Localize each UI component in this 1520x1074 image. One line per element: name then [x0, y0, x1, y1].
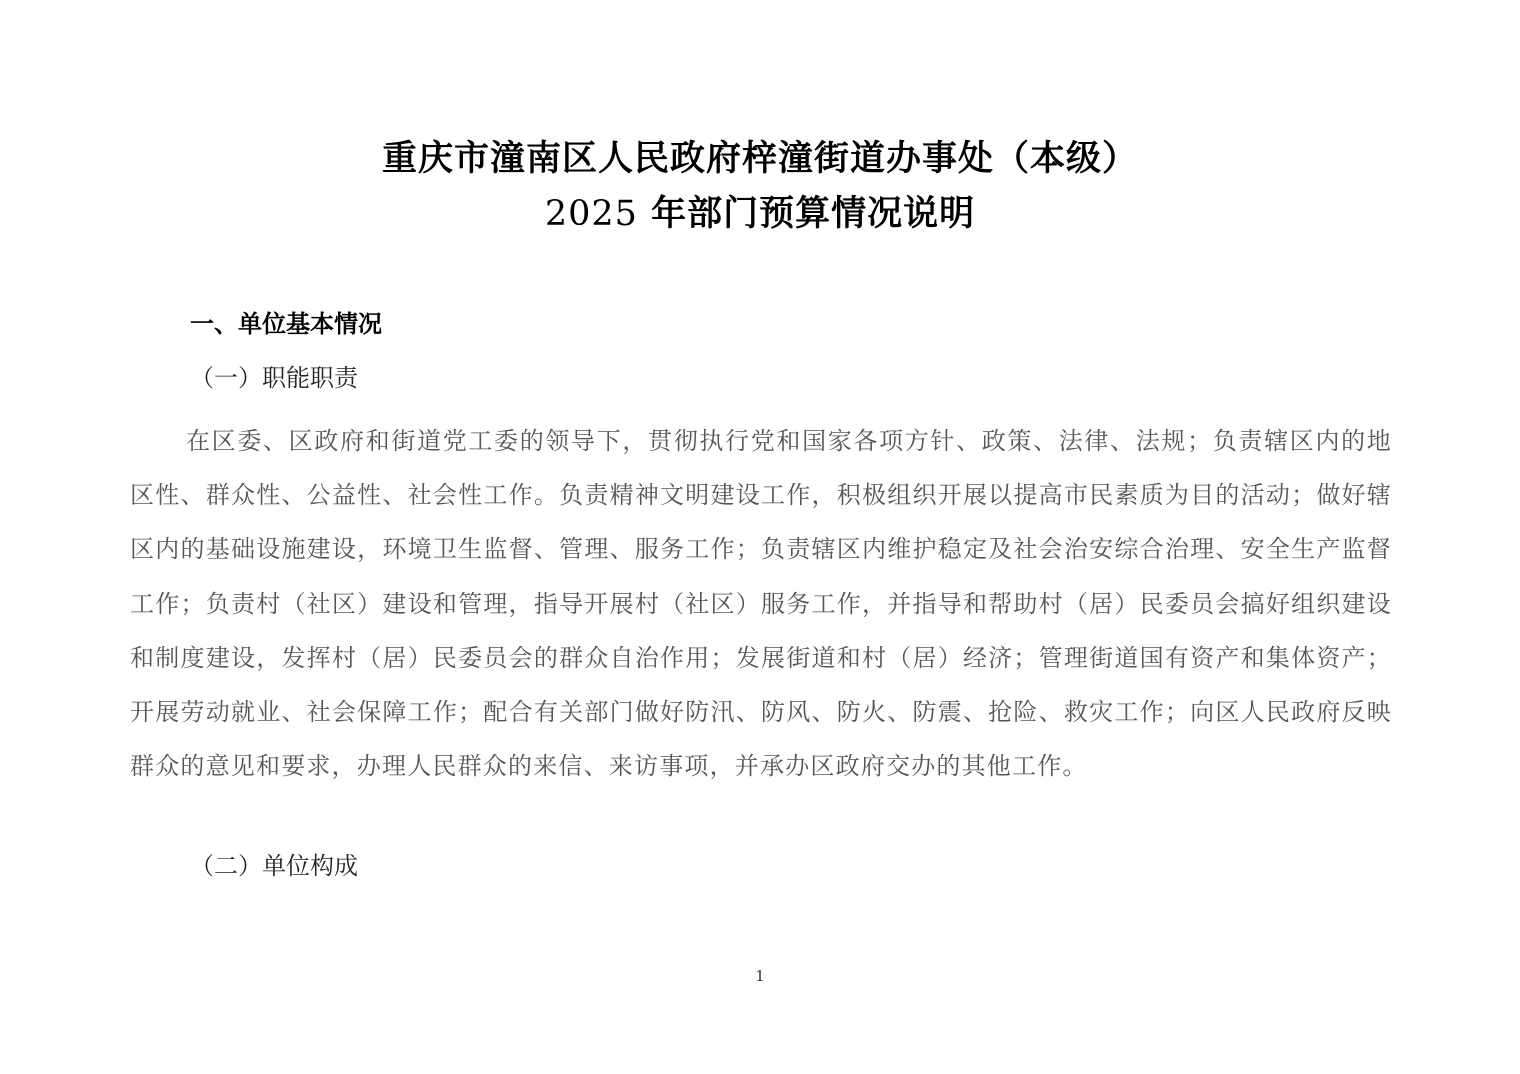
subsection-heading-duties: （一）职能职责	[190, 364, 358, 392]
subsection-heading-composition: （二）单位构成	[190, 852, 358, 880]
document-title-rest: 年部门预算情况说明	[651, 193, 976, 234]
duties-paragraph: 在区委、区政府和街道党工委的领导下，贯彻执行党和国家各项方针、政策、法律、法规；负责辖区内的地区性、群众性、公益性、社会性工作。负责精神文明建设工作，积极组织开展以提高市民素质为目的活动；做好辖区内的基础设施建设，环境卫生监督、管理、服务工作；负责辖区内维护稳定及社会治安综合治理、安全生产监督工作；负责村（社区）建设和管理，指导开展村（社区）服务工作，并指导和帮助村（居）民委员会搞好组织建设和制度建设，发挥村（居）民委员会的群众自治作用；发展街道和村（居）经济；管理街道国有资产和集体资产；开展劳动就业、社会保障工作；配合有关部门做好防汛、防风、防火、防震、抢险、救灾工作；向区人民政府反映群众的意见和要求，办理人民群众的来信、来访事项，并承办区政府交办的其他工作。	[130, 427, 1392, 781]
document-title-line1: 重庆市潼南区人民政府梓潼街道办事处（本级）	[381, 138, 1138, 179]
page-number: 1	[755, 967, 765, 985]
document-title-line2	[0, 194, 1520, 234]
section-heading-basic-info: 一、单位基本情况	[190, 310, 382, 338]
document-title-year: 2025	[544, 194, 638, 234]
